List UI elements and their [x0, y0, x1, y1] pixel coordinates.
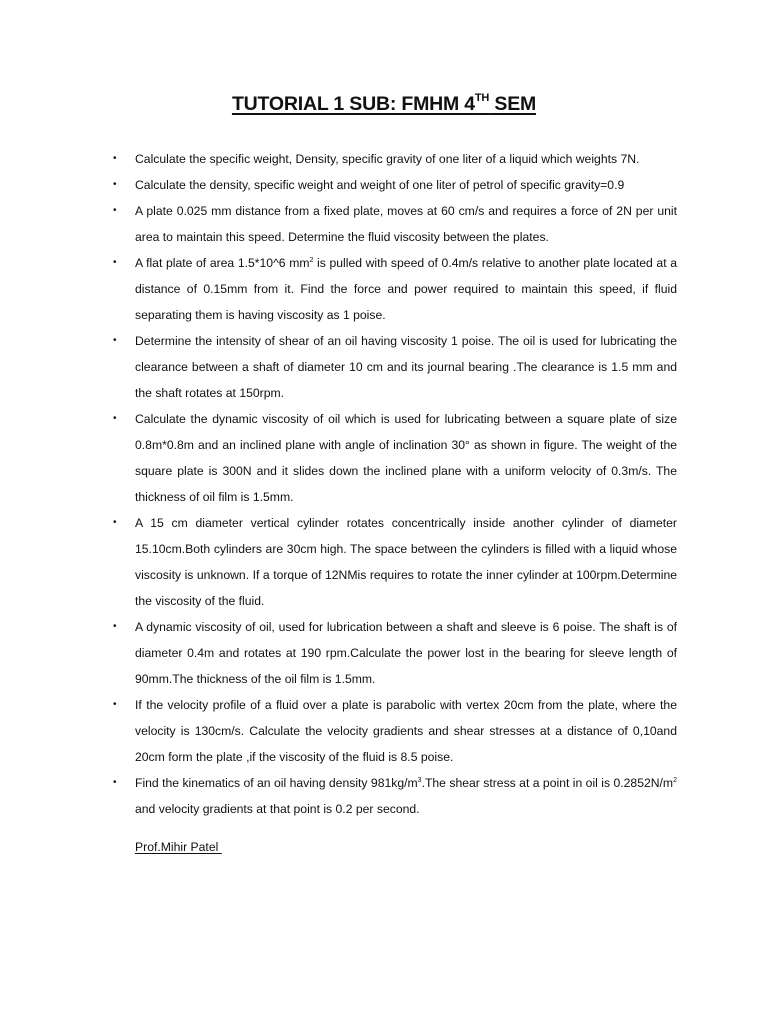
question-text — [135, 178, 624, 192]
question-text-part: A 15 cm diameter vertical cylinder rotates concentrically inside another cylinder of diameter 15.10cm.Both cylinders are 30cm high. The space between the cylinders is filled with a liquid whose viscosity is unknown. If a torque of 12NMis requires to rotate the inner cylinder at 100rpm.Determine the viscosity of the fluid. — [135, 516, 677, 608]
question-text — [135, 412, 677, 504]
question-text-part: A flat plate of area 1.5*10^6 mm — [135, 256, 310, 270]
question-superscript: 3 — [417, 776, 422, 784]
question-text-part: A plate 0.025 mm distance from a fixed plate, moves at 60 cm/s and requires a force of 2N per unit area to maintain this speed. Determine the fluid viscosity between the plates. — [135, 204, 677, 244]
question-text — [135, 334, 677, 400]
question-text — [135, 152, 639, 166]
question-text — [135, 256, 677, 322]
title-suffix: SEM — [489, 93, 537, 115]
question-text — [135, 204, 677, 244]
question-text — [135, 698, 677, 764]
question-item — [113, 198, 677, 250]
bullet-icon: • — [113, 413, 117, 424]
question-item — [113, 614, 677, 692]
bullet-icon: • — [113, 179, 117, 190]
bullet-icon: • — [113, 699, 117, 710]
question-item — [113, 770, 677, 822]
question-text-part: Determine the intensity of shear of an oil having viscosity 1 poise. The oil is used for lubricating the clearance between a shaft of diameter 10 cm and its journal bearing .The clearance is 1.5 mm and the shaft rotates at 150rpm. — [135, 334, 677, 400]
question-text-part: Calculate the specific weight, Density, specific gravity of one liter of a liquid which weights 7N. — [135, 152, 640, 166]
question-list — [113, 146, 677, 822]
question-superscript: 2 — [673, 776, 677, 784]
question-item — [113, 510, 677, 614]
page-title — [0, 93, 768, 116]
question-text-part: Calculate the dynamic viscosity of oil which is used for lubricating between a square plate of size 0.8m*0.8m and an inclined plane with angle of inclination 30° as shown in figure. The weight of the square plate is 300N and it slides down the inclined plane with a uniform velocity of 0.3m/s. The thickness of oil film is 1.5mm. — [135, 412, 677, 504]
question-text-part: is pulled with speed of 0.4m/s relative to another plate located at a distance of 0.15mm from it. Find the force and power required to maintain this speed, if fluid separating them is having viscosity as 1 poise. — [135, 256, 677, 322]
question-text-part: Calculate the density, specific weight and weight of one liter of petrol of specific gravity=0.9 — [135, 178, 625, 192]
question-item — [113, 172, 677, 198]
question-text-part: .The shear stress at a point in oil is 0.2852N/m — [421, 776, 674, 790]
question-item — [113, 692, 677, 770]
bullet-icon: • — [113, 517, 117, 528]
title-text: TUTORIAL 1 SUB: FMHM 4 — [231, 93, 475, 115]
question-item — [113, 328, 677, 406]
question-text — [135, 776, 677, 816]
title-superscript: TH — [474, 91, 490, 104]
title-underlined — [232, 93, 536, 115]
question-item — [113, 406, 677, 510]
bullet-icon: • — [113, 257, 117, 268]
bullet-icon: • — [113, 205, 117, 216]
bullet-icon: • — [113, 777, 117, 788]
question-item — [113, 146, 677, 172]
question-text-part: and velocity gradients at that point is 0.2 per second. — [135, 802, 420, 816]
question-superscript: 2 — [309, 256, 314, 264]
question-text-part: If the velocity profile of a fluid over a plate is parabolic with vertex 20cm from the plate, where the velocity is 130cm/s. Calculate the velocity gradients and shear stresses at a distance of 0,10and 20cm form the plate ,if the viscosity of the fluid is 8.5 poise. — [135, 698, 677, 764]
question-item — [113, 250, 677, 328]
bullet-icon: • — [113, 621, 117, 632]
question-text-part: Find the kinematics of an oil having density 981kg/m — [135, 776, 418, 790]
question-text — [135, 620, 677, 686]
question-text-part: A dynamic viscosity of oil, used for lubrication between a shaft and sleeve is 6 poise. The shaft is of diameter 0.4m and rotates at 190 rpm.Calculate the power lost in the bearing for sleeve length of 90mm.The thickness of the oil film is 1.5mm. — [135, 620, 677, 686]
author-signature: Prof.Mihir Patel — [135, 840, 222, 854]
bullet-icon: • — [113, 153, 117, 164]
bullet-icon: • — [113, 335, 117, 346]
question-text — [135, 516, 677, 608]
